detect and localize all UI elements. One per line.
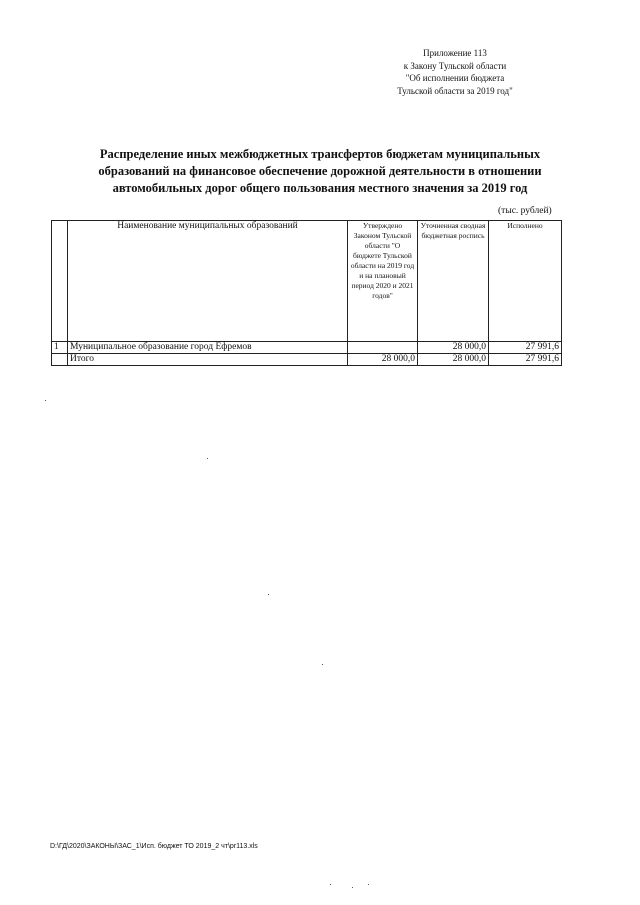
scan-speck (45, 400, 46, 401)
header-executed: Исполнено (489, 221, 562, 342)
total-refined: 28 000,0 (418, 354, 489, 366)
document-title: Распределение иных межбюджетных трансфертов бюджетам муниципальных образований на финансовое обеспечение дорожной деятельности в отношении автомобильных дорог общего пользования местного значения за 2019 год (98, 147, 542, 195)
header-number (52, 221, 68, 342)
total-executed: 27 991,6 (489, 354, 562, 366)
file-path-footer: D:\ГД\2020\ЗАКОНЫ\ЗАС_1\Исп. бюджет ТО 2019_2 чт\pr113.xls (50, 843, 258, 850)
table-header-row (52, 221, 562, 342)
header-refined: Уточненная сводная бюджетная роспись (418, 221, 489, 342)
scan-speck (352, 887, 353, 888)
total-number (52, 354, 68, 366)
row-name: Муниципальное образование город Ефремов (68, 342, 348, 354)
scan-speck (207, 458, 208, 459)
appendix-note (385, 47, 525, 97)
appendix-line-2: к Закону Тульской области (403, 60, 507, 71)
units-label: (тыс. рублей) (498, 206, 552, 216)
row-executed: 27 991,6 (489, 342, 562, 354)
scan-speck (322, 664, 323, 665)
total-row (52, 354, 562, 366)
scan-speck (330, 884, 331, 885)
header-name: Наименование муниципальных образований (68, 221, 348, 342)
appendix-line-3: "Об исполнении бюджета (405, 73, 505, 83)
transfers-table (51, 220, 562, 366)
appendix-line-1: Приложение 113 (423, 48, 487, 58)
row-approved (348, 342, 418, 354)
table-row (52, 342, 562, 354)
total-approved: 28 000,0 (348, 354, 418, 366)
header-approved: Утверждено Законом Тульской области "О бюджете Тульской области на 2019 год и на плановый период 2020 и 2021 годов" (348, 221, 418, 342)
scan-speck (268, 594, 269, 595)
row-refined: 28 000,0 (418, 342, 489, 354)
scan-speck (368, 884, 369, 885)
row-number: 1 (52, 342, 68, 354)
appendix-line-4: Тульской области за 2019 год" (397, 85, 513, 96)
total-label: Итого (68, 354, 348, 366)
